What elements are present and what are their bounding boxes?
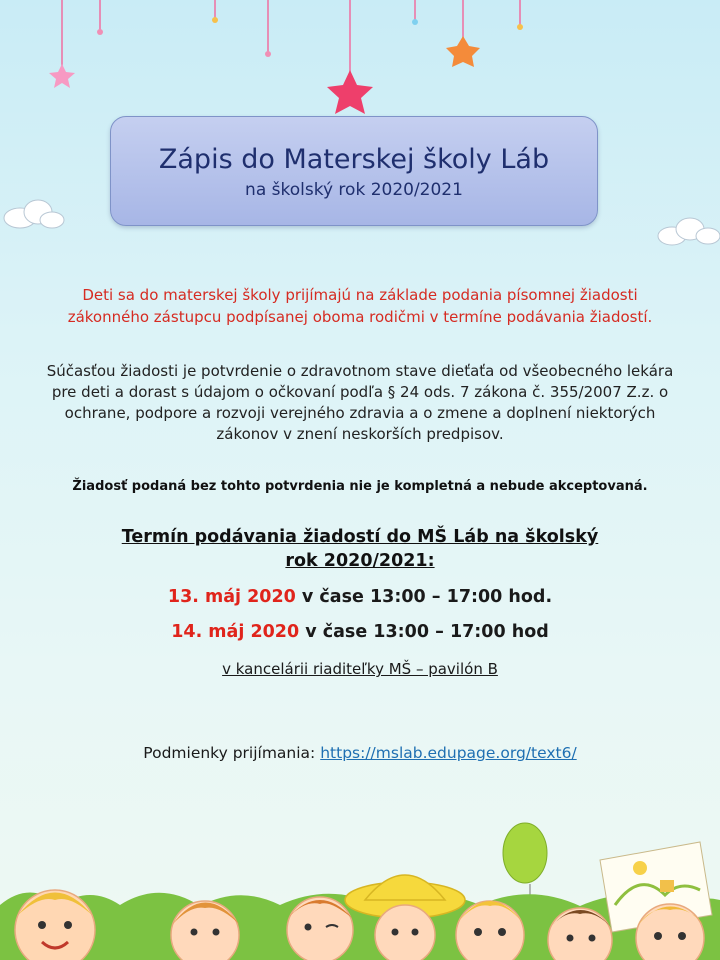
child-face-icon bbox=[287, 897, 353, 960]
child-face-icon bbox=[456, 901, 524, 960]
star-icon bbox=[327, 70, 373, 114]
conditions-line bbox=[40, 744, 680, 762]
warning-text: Žiadosť podaná bez tohto potvrdenia nie je kompletná a nebude akceptovaná. bbox=[72, 479, 648, 494]
hanging-strings bbox=[62, 0, 520, 75]
page-subtitle: na školský rok 2020/2021 bbox=[245, 180, 463, 200]
date-line-1 bbox=[40, 587, 680, 607]
term-heading-line1: Termín podávania žiadostí do MŠ Láb na školský bbox=[121, 527, 599, 547]
date-1: 13. máj 2020 bbox=[167, 587, 296, 607]
requirement-paragraph: Súčasťou žiadosti je potvrdenie o zdravotnom stave dieťaťa od všeobecného lekára pre deti a dorast s údajom o očkovaní podľa § 24 ods. 7 zákona č. 355/2007 Z.z. o ochrane, podpore a rozvoji verejného zdravia a o zmene a doplnení niektorých zákonov v znení neskorších predpisov. bbox=[46, 362, 674, 443]
cloud-icon bbox=[658, 218, 720, 245]
date-2: 14. máj 2020 bbox=[171, 622, 300, 642]
term-heading bbox=[40, 525, 680, 573]
star-icon bbox=[446, 36, 480, 67]
conditions-link[interactable]: https://mslab.edupage.org/text6/ bbox=[320, 744, 577, 762]
star-icon bbox=[49, 64, 75, 88]
office-location: v kancelárii riaditeľky MŠ – pavilón B bbox=[222, 660, 498, 678]
time-1: v čase 13:00 – 17:00 hod. bbox=[295, 587, 553, 607]
title-box bbox=[110, 116, 598, 226]
conditions-label: Podmienky prijímania: bbox=[143, 744, 321, 762]
cloud-icon bbox=[4, 200, 64, 228]
child-face-icon bbox=[15, 890, 95, 960]
page-title: Zápis do Materskej školy Láb bbox=[158, 144, 550, 175]
time-2: v čase 13:00 – 17:00 hod bbox=[299, 622, 549, 642]
term-heading-line2: rok 2020/2021: bbox=[285, 551, 435, 571]
date-line-2 bbox=[40, 622, 680, 642]
intro-paragraph: Deti sa do materskej školy prijímajú na základe podania písomnej žiadosti zákonného zástupcu podpísanej oboma rodičmi v termíne podávania žiadostí. bbox=[67, 286, 653, 326]
